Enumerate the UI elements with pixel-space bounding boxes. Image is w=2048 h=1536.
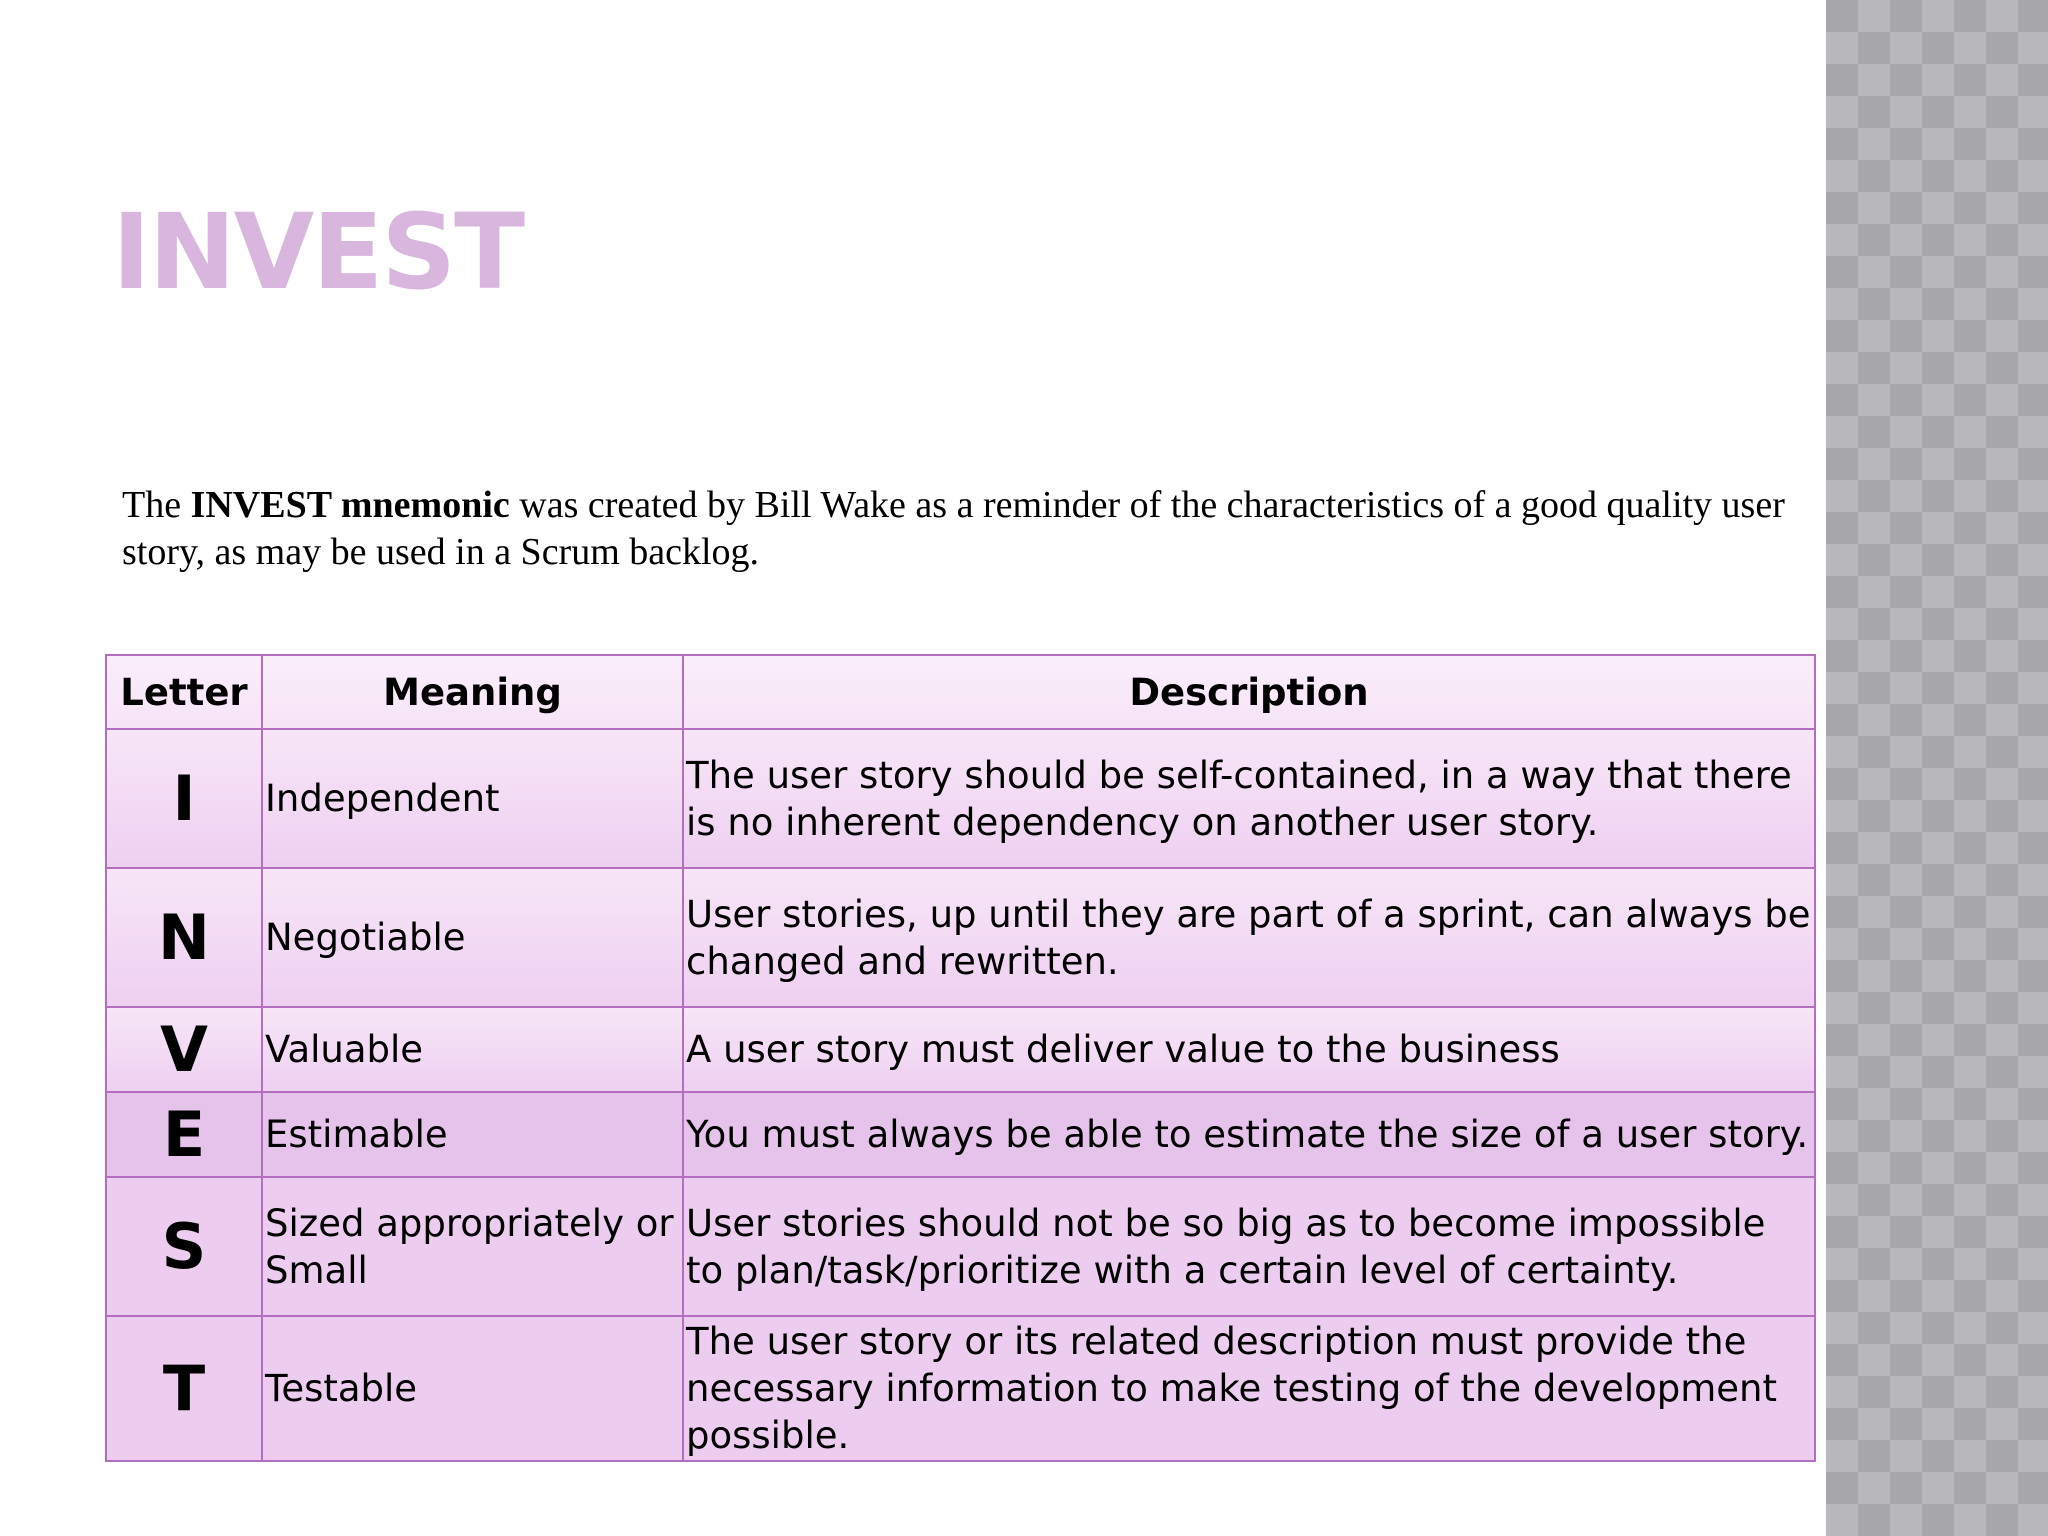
row-description: The user story or its related description must provide the necessary information to make testing of the development possible.	[683, 1316, 1815, 1461]
header-letter: Letter	[106, 655, 262, 729]
header-description: Description	[683, 655, 1815, 729]
table-row	[106, 729, 1815, 868]
row-description: User stories should not be so big as to become impossible to plan/task/prioritize with a certain level of certainty.	[683, 1177, 1815, 1316]
row-meaning: Valuable	[262, 1007, 683, 1092]
row-letter: T	[106, 1316, 262, 1461]
table-row	[106, 1092, 1815, 1177]
intro-suffix: was created by Bill Wake as a reminder of the characteristics of a good quality user story, as may be used in a Scrum backlog.	[122, 484, 1785, 573]
table-row	[106, 1316, 1815, 1461]
slide-title: INVEST	[112, 191, 524, 313]
row-description: The user story should be self-contained, in a way that there is no inherent dependency on another user story.	[683, 729, 1815, 868]
row-meaning: Sized appropriately or Small	[262, 1177, 683, 1316]
invest-table	[105, 654, 1816, 1462]
row-description: User stories, up until they are part of a sprint, can always be changed and rewritten.	[683, 868, 1815, 1007]
header-meaning: Meaning	[262, 655, 683, 729]
row-meaning: Estimable	[262, 1092, 683, 1177]
table-row	[106, 868, 1815, 1007]
row-meaning: Independent	[262, 729, 683, 868]
table-header-row	[106, 655, 1815, 729]
table-row	[106, 1007, 1815, 1092]
row-letter: V	[106, 1007, 262, 1092]
intro-paragraph	[122, 482, 1802, 576]
row-meaning: Negotiable	[262, 868, 683, 1007]
row-letter: E	[106, 1092, 262, 1177]
row-letter: S	[106, 1177, 262, 1316]
row-meaning: Testable	[262, 1316, 683, 1461]
decorative-side-band	[1826, 0, 2048, 1536]
row-description: You must always be able to estimate the size of a user story.	[683, 1092, 1815, 1177]
table-row	[106, 1177, 1815, 1316]
row-letter: I	[106, 729, 262, 868]
row-letter: N	[106, 868, 262, 1007]
intro-prefix: The	[122, 484, 191, 526]
intro-bold-term: INVEST mnemonic	[190, 484, 510, 526]
row-description: A user story must deliver value to the business	[683, 1007, 1815, 1092]
